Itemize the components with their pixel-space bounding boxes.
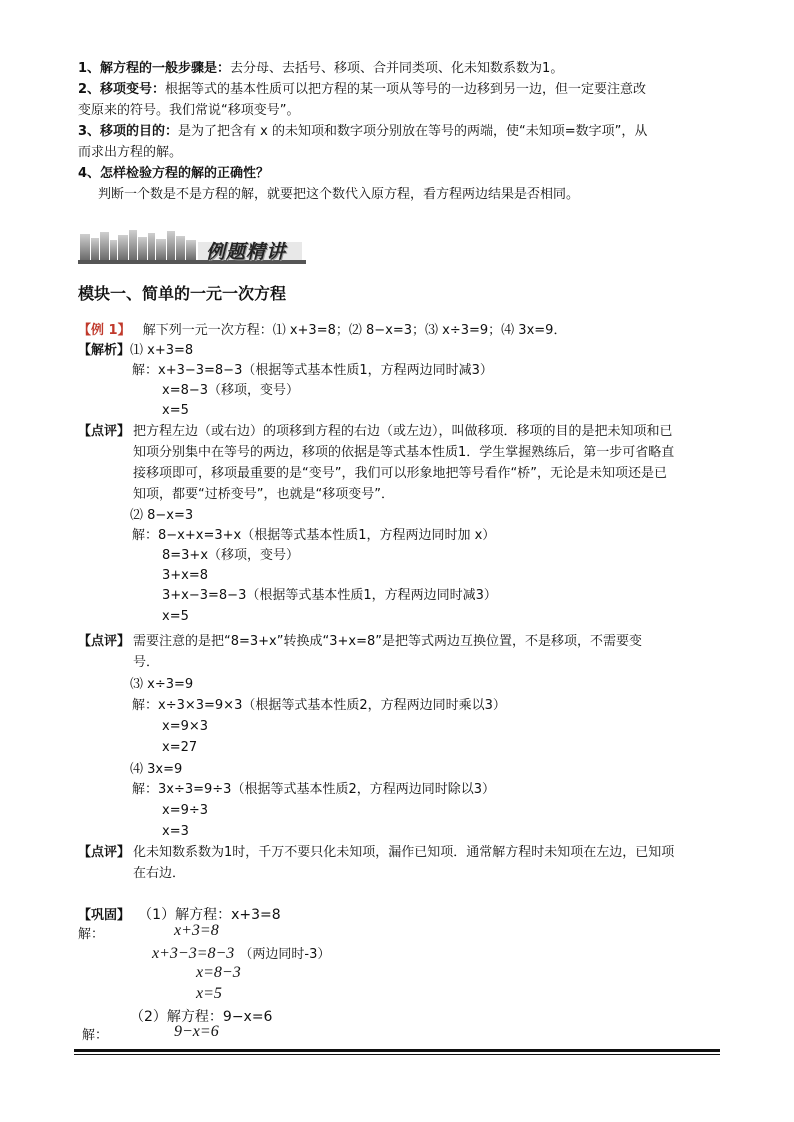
intro-point-3 [78, 122, 647, 142]
step-1-line-2: x=8−3（移项，变号） [162, 383, 300, 398]
footer-rule-thick [74, 1049, 720, 1052]
module-title: 模块一、简单的一元一次方程 [78, 284, 287, 303]
answer-1-line-1: x+3=8 [174, 922, 219, 939]
comment-3-line-a: 化未知数系数为1时，千万不要只化未知项，漏作已知项．通常解方程时未知项在左边，已知项 [133, 845, 675, 860]
consolidate-q1: （1）解方程：x+3=8 [138, 907, 281, 923]
consolidate-tag: 【巩固】 [78, 908, 131, 923]
consolidate-jie-2: 解： [82, 1028, 109, 1043]
step-2-line-2: 8=3+x（移项，变号） [162, 548, 300, 563]
intro-point-1-text: 去分母、去括号、移项、合并同类项、化未知数系数为1。 [230, 61, 564, 76]
example-1-tag: 【例 1】 [78, 323, 131, 338]
step-3-line-2: x=9×3 [162, 719, 209, 734]
intro-point-3-label: 3、移项的目的： [78, 124, 179, 139]
step-4-line-3: x=3 [162, 824, 189, 839]
intro-point-2-cont: 变原来的符号。我们常说“移项变号”。 [78, 103, 300, 118]
intro-point-3-cont: 而求出方程的解。 [78, 145, 183, 160]
comment-tag-2: 【点评】 [78, 634, 131, 649]
intro-point-4-text: 判断一个数是不是方程的解，就要把这个数代入原方程，看方程两边结果是否相同。 [98, 187, 580, 202]
step-3-line-3: x=27 [162, 740, 198, 755]
consolidate-jie-1: 解： [78, 927, 105, 942]
example-1-line [78, 321, 566, 341]
answer-1-line-3: x=8−3 [196, 964, 241, 981]
step-4-line-1: 解：3x÷3=9÷3（根据等式基本性质2，方程两边同时除以3） [132, 782, 495, 797]
comment-2-line-a: 需要注意的是把“8=3+x”转换成“3+x=8”是把等式两边互换位置，不是移项，不需要变 [133, 634, 642, 649]
section-banner [78, 226, 306, 266]
consolidate-q2: （2）解方程：9−x=6 [130, 1009, 273, 1025]
comment-tag-3: 【点评】 [78, 845, 131, 860]
comment-1-line-d: 知项，都要“过桥变号”，也就是“移项变号”． [133, 487, 394, 502]
step-2-line-3: 3+x=8 [162, 568, 209, 583]
step-4-line-2: x=9÷3 [162, 803, 209, 818]
intro-point-2 [78, 80, 646, 100]
answer-1-line-2-note: （两边同时-3） [239, 947, 331, 962]
intro-point-4-label: 4、怎样检验方程的解的正确性？ [78, 166, 270, 181]
step-3-head: ⑶ x÷3=9 [130, 677, 194, 692]
analysis-tag: 【解析】 [78, 343, 131, 358]
intro-point-2-label: 2、移项变号： [78, 82, 166, 97]
answer-1-line-2-wrap [152, 943, 330, 963]
step-1-line-3: x=5 [162, 403, 189, 418]
step-3-line-1: 解：x÷3×3=9×3（根据等式基本性质2，方程两边同时乘以3） [132, 698, 506, 713]
intro-point-1-label: 1、解方程的一般步骤是： [78, 61, 231, 76]
footer-rule-thin [74, 1054, 720, 1055]
step-2-line-5: x=5 [162, 609, 189, 624]
example-1-prompt: 解下列一元一次方程：⑴ x+3=8；⑵ 8−x=3；⑶ x÷3=9；⑷ 3x=9． [142, 323, 567, 338]
comment-3-line-b: 在右边． [133, 866, 186, 881]
comment-1-line-c: 接移项即可，移项最重要的是“变号”，我们可以形象地把等号看作“桥”，无论是未知项还是已 [133, 466, 667, 481]
intro-point-2-text: 根据等式的基本性质可以把方程的某一项从等号的一边移到另一边，但一定要注意改 [165, 82, 647, 97]
banner-title: 例题精讲 [206, 241, 287, 263]
step-2-line-1: 解：8−x+x=3+x（根据等式基本性质1，方程两边同时加 x） [132, 528, 496, 543]
intro-point-3-text: 是为了把含有 x 的未知项和数字项分别放在等号的两端，使“未知项=数字项”，从 [178, 124, 648, 139]
comment-1-line-b: 知项分别集中在等号的两边，移项的依据是等式基本性质1．学生掌握熟练后，第一步可省略直 [133, 445, 675, 460]
answer-2-line-1: 9−x=6 [174, 1023, 219, 1040]
comment-2-line-b: 号． [133, 655, 160, 670]
step-2-head: ⑵ 8−x=3 [130, 508, 194, 523]
step-1-line-1: 解：x+3−3=8−3（根据等式基本性质1，方程两边同时减3） [132, 363, 493, 378]
comment-tag-1: 【点评】 [78, 424, 131, 439]
step-2-line-4: 3+x−3=8−3（根据等式基本性质1，方程两边同时减3） [162, 588, 497, 603]
comment-1-line-a: 把方程左边（或右边）的项移到方程的右边（或左边），叫做移项．移项的目的是把未知项和已 [133, 424, 673, 439]
step-4-head: ⑷ 3x=9 [130, 762, 183, 777]
answer-1-line-4: x=5 [196, 985, 222, 1002]
step-1-head: ⑴ x+3=8 [130, 343, 194, 358]
answer-1-line-2: x+3−3=8−3 [152, 945, 235, 962]
intro-point-1 [78, 59, 563, 79]
